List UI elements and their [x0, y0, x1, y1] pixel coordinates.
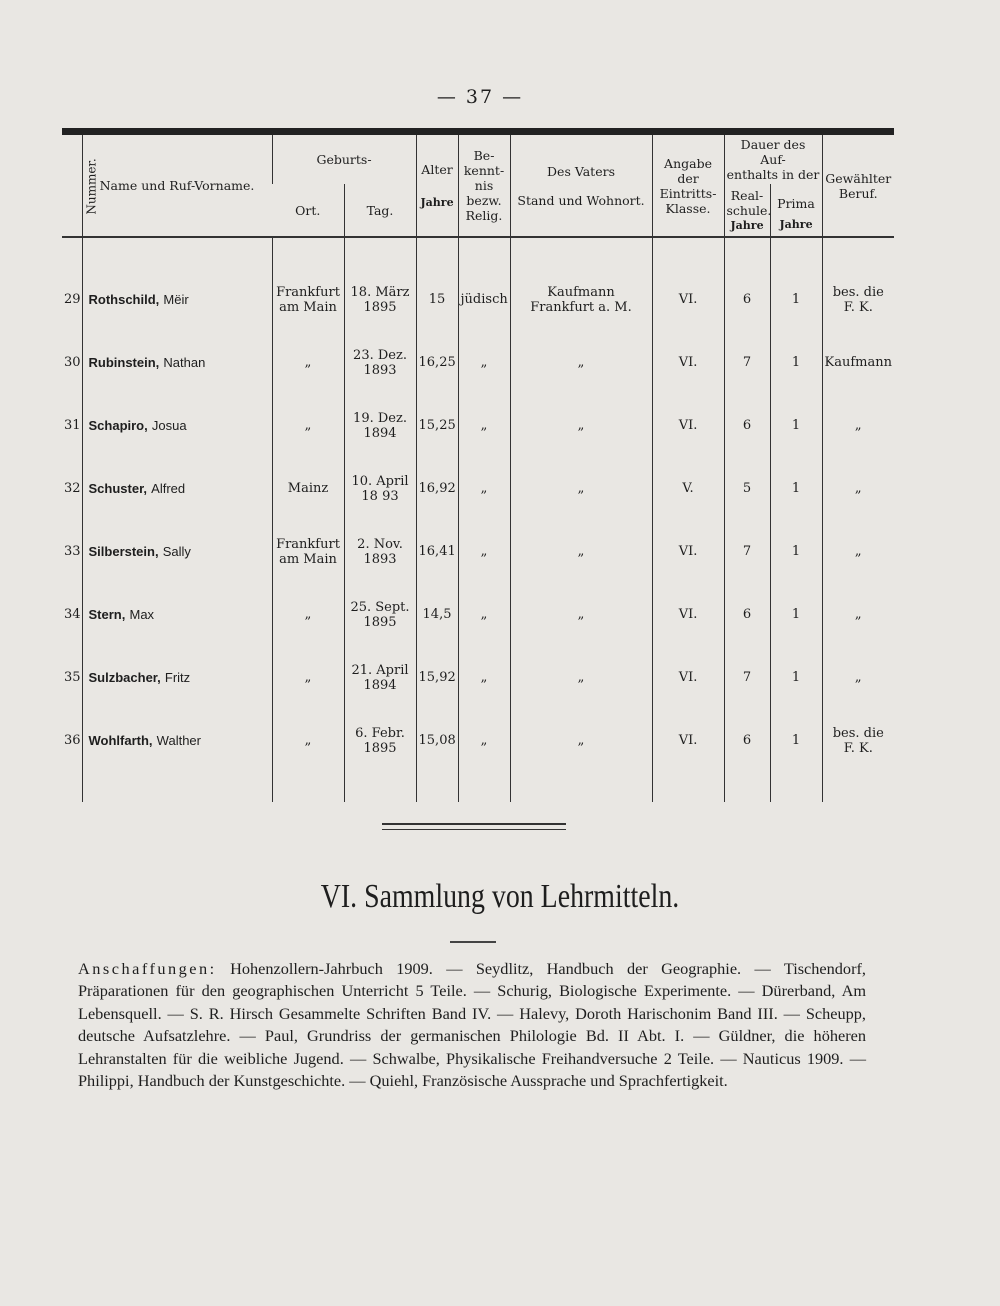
row-alter: 16,41 [416, 520, 458, 583]
row-beruf: bes. die F. K. [822, 268, 894, 331]
row-realschule: 6 [724, 583, 770, 646]
row-name [82, 646, 272, 709]
row-given-name: Max [129, 606, 155, 622]
table-row [62, 394, 894, 457]
row-vater: „ [510, 520, 652, 583]
row-vater: Kaufmann Frankfurt a. M. [510, 268, 652, 331]
row-beruf: „ [822, 457, 894, 520]
spacer-row [62, 237, 894, 268]
row-klasse: VI. [652, 583, 724, 646]
row-realschule: 6 [724, 268, 770, 331]
header-geburts: Geburts- [272, 135, 416, 184]
row-prima: 1 [770, 520, 822, 583]
row-alter: 15,08 [416, 709, 458, 772]
row-given-name: Fritz [164, 669, 191, 685]
row-number: 30 [64, 355, 81, 370]
table-row [62, 268, 894, 331]
header-nummer: Nummer. [84, 157, 99, 215]
row-religion: „ [458, 331, 510, 394]
row-given-name: Nathan [163, 354, 206, 370]
row-number: 36 [64, 733, 81, 748]
row-surname: Rubinstein, [88, 354, 160, 370]
title-rule [450, 941, 496, 943]
row-vater: „ [510, 646, 652, 709]
row-number: 32 [64, 481, 81, 496]
header-beruf: Gewählter Beruf. [822, 135, 894, 237]
row-klasse: VI. [652, 709, 724, 772]
row-ort: „ [272, 583, 344, 646]
header-ort: Ort. [295, 202, 321, 218]
row-prima: 1 [770, 331, 822, 394]
row-name [82, 709, 272, 772]
row-prima: 1 [770, 457, 822, 520]
row-surname: Wohlfarth, [88, 732, 153, 748]
row-klasse: VI. [652, 646, 724, 709]
row-vater: „ [510, 583, 652, 646]
row-klasse: V. [652, 457, 724, 520]
row-realschule: 5 [724, 457, 770, 520]
row-realschule: 7 [724, 520, 770, 583]
row-realschule: 7 [724, 331, 770, 394]
row-name [82, 583, 272, 646]
section-title: VI. Sammlung von Lehrmitteln. [320, 878, 680, 915]
row-religion: „ [458, 520, 510, 583]
row-klasse: VI. [652, 394, 724, 457]
row-surname: Schapiro, [88, 417, 148, 433]
table-row [62, 709, 894, 772]
row-beruf: Kaufmann [822, 331, 894, 394]
tail-row [62, 772, 894, 802]
row-realschule: 7 [724, 646, 770, 709]
row-number: 34 [64, 607, 81, 622]
ornament-rule [382, 823, 566, 825]
row-religion: „ [458, 709, 510, 772]
paragraph-text: Hohenzollern-Jahrbuch 1909. — Seydlitz, Handbuch der Geographie. — Tischendorf, Präparationen für den geographischen Unterricht 5 Teile. — Schurig, Biologische Experimente. — Dürerband, Am Lebensquell. — S. R. Hirsch Gesammelte Schriften Band IV. — Halevy, Doroth Harischonim Band III. — Scheupp, deutsche Aufsatzlehre. — Paul, Grundriss der germanischen Philologie Bd. II Abt. I. — Güldner, die höheren Lehranstalten für die weibliche Jugend. — Schwalbe, Physikalische Freihandversuche 2 Teile. — Nauticus 1909. — Philippi, Handbuch der Kunstgeschichte. — Quiehl, Französische Aussprache und Sprachfertigkeit. [78, 959, 866, 1091]
header-vaters: Des Vaters Stand und Wohnort. [510, 135, 652, 237]
row-klasse: VI. [652, 520, 724, 583]
row-ort: „ [272, 646, 344, 709]
row-number: 29 [64, 292, 81, 307]
row-beruf: „ [822, 520, 894, 583]
row-tag: 6. Febr. 1895 [344, 709, 416, 772]
row-ort: Frankfurt am Main [272, 268, 344, 331]
header-angabe: Angabe der Eintritts- Klasse. [652, 135, 724, 237]
row-religion: „ [458, 457, 510, 520]
row-vater: „ [510, 457, 652, 520]
header-prima: Prima Jahre [770, 184, 822, 237]
row-prima: 1 [770, 646, 822, 709]
row-given-name: Alfred [151, 480, 186, 496]
table-row [62, 520, 894, 583]
header-alter: Alter Jahre [416, 135, 458, 237]
row-tag: 2. Nov. 1893 [344, 520, 416, 583]
row-name [82, 331, 272, 394]
row-ort: Mainz [272, 457, 344, 520]
row-realschule: 6 [724, 709, 770, 772]
row-religion: jüdisch [458, 268, 510, 331]
row-given-name: Mëir [163, 291, 189, 307]
row-alter: 14,5 [416, 583, 458, 646]
header-name: Name und Ruf-Vorname. [82, 135, 272, 237]
row-number: 31 [64, 418, 81, 433]
row-tag: 19. Dez. 1894 [344, 394, 416, 457]
row-klasse: VI. [652, 268, 724, 331]
row-ort: Frankfurt am Main [272, 520, 344, 583]
row-name [82, 394, 272, 457]
row-ort: „ [272, 331, 344, 394]
header-dauer: Dauer des Auf- enthalts in der [724, 135, 822, 184]
row-surname: Stern, [88, 606, 126, 622]
row-given-name: Josua [151, 417, 187, 433]
row-vater: „ [510, 394, 652, 457]
row-surname: Silberstein, [88, 543, 159, 559]
acquisitions-paragraph [78, 958, 866, 1092]
row-given-name: Walther [156, 732, 201, 748]
row-surname: Sulzbacher, [88, 669, 161, 685]
row-beruf: „ [822, 646, 894, 709]
row-tag: 25. Sept. 1895 [344, 583, 416, 646]
row-number: 35 [64, 670, 81, 685]
row-alter: 16,25 [416, 331, 458, 394]
row-prima: 1 [770, 583, 822, 646]
row-religion: „ [458, 583, 510, 646]
row-name [82, 268, 272, 331]
row-name [82, 457, 272, 520]
header-bekenntnis: Be- kennt- nis bezw. Relig. [458, 135, 510, 237]
row-vater: „ [510, 709, 652, 772]
row-given-name: Sally [162, 543, 191, 559]
row-tag: 23. Dez. 1893 [344, 331, 416, 394]
row-prima: 1 [770, 268, 822, 331]
table-row [62, 646, 894, 709]
table-row [62, 583, 894, 646]
paragraph-lead: Anschaffungen: [78, 959, 217, 978]
row-beruf: „ [822, 583, 894, 646]
table-top-rule [62, 128, 894, 135]
row-prima: 1 [770, 394, 822, 457]
row-beruf: bes. die F. K. [822, 709, 894, 772]
ornament-rule-lower [382, 829, 566, 830]
row-klasse: VI. [652, 331, 724, 394]
student-table [62, 128, 894, 802]
row-religion: „ [458, 394, 510, 457]
row-tag: 10. April 18 93 [344, 457, 416, 520]
page-number: — 37 — [436, 86, 524, 108]
table-row [62, 457, 894, 520]
header-tag: Tag. [344, 184, 416, 237]
row-surname: Schuster, [88, 480, 148, 496]
row-tag: 21. April 1894 [344, 646, 416, 709]
row-surname: Rothschild, [88, 291, 160, 307]
row-alter: 15,25 [416, 394, 458, 457]
row-religion: „ [458, 646, 510, 709]
row-alter: 15 [416, 268, 458, 331]
row-name [82, 520, 272, 583]
row-realschule: 6 [724, 394, 770, 457]
row-alter: 15,92 [416, 646, 458, 709]
row-number: 33 [64, 544, 81, 559]
row-vater: „ [510, 331, 652, 394]
table-row [62, 331, 894, 394]
row-prima: 1 [770, 709, 822, 772]
row-ort: „ [272, 709, 344, 772]
header-realschule: Real- schule. Jahre [724, 184, 770, 237]
row-beruf: „ [822, 394, 894, 457]
row-tag: 18. März 1895 [344, 268, 416, 331]
row-ort: „ [272, 394, 344, 457]
row-alter: 16,92 [416, 457, 458, 520]
